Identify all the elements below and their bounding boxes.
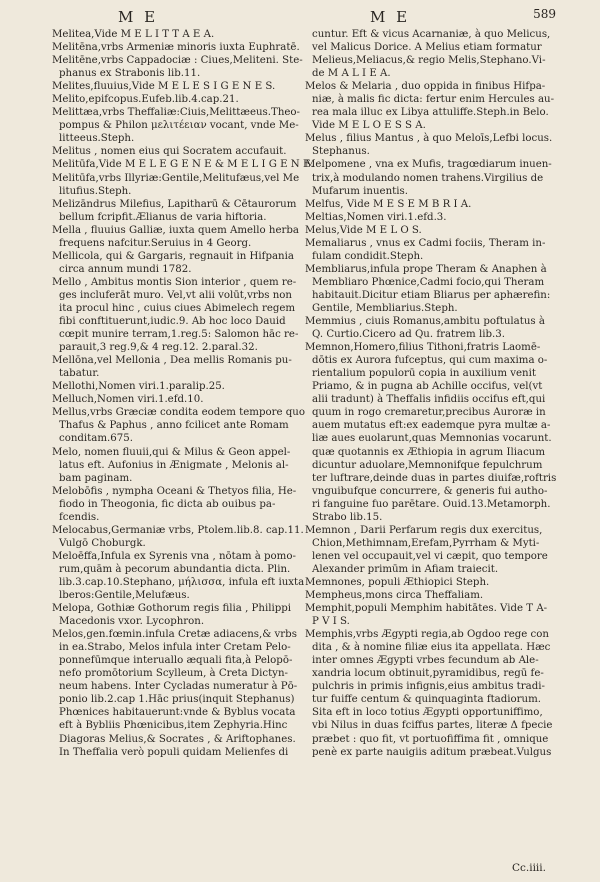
text-line: tabatur. — [59, 368, 100, 380]
page-header-right: M E — [370, 8, 411, 26]
text-line: fulam condidit.Steph. — [312, 250, 424, 262]
text-line: Vulgō Choburgk. — [59, 537, 146, 549]
text-line: Q. Curtio.Cicero ad Qu. fratrem lib.3. — [312, 329, 505, 341]
text-line: nefo promōtorium Scylleum, à Creta Dictyn- — [59, 668, 288, 680]
text-line: bam paginam. — [59, 472, 133, 484]
text-line: fcendis. — [59, 511, 100, 523]
text-line: habitauit.Dicitur etiam Bliarus per aphærefin: — [312, 289, 551, 301]
text-line: auem mutatus eft:ex eademque pyra multæ a- — [312, 420, 551, 432]
text-line: Melitūfa,vrbs Illyriæ:Gentile,Melitufæus,vel Me — [52, 172, 300, 184]
text-line: Melobōfis , nympha Oceani & Thetyos filia, He- — [52, 485, 297, 497]
text-line: Gentile, Membliarius.Steph. — [312, 302, 458, 314]
text-line: alii tradunt) à Theffalis infidiis occifus eft,qui — [312, 394, 546, 406]
text-line: Mella , fluuius Galliæ, iuxta quem Amello herba — [52, 224, 299, 236]
text-line: Membliarus,infula prope Theram & Anaphen à — [305, 263, 547, 275]
text-line: vnguibufque concurrere, & generis fui autho- — [312, 485, 548, 497]
text-line: rea mala illuc ex Libya attuliffe.Steph.in Belo. — [312, 107, 549, 119]
text-line: circa annum mundi 1782. — [59, 263, 192, 275]
text-line: neum habens. Inter Cycladas numeratur à Pō- — [59, 681, 298, 693]
text-line: Melus , filius Mantus , à quo Meloīs,Lefbi locus. — [305, 133, 553, 145]
text-line: Melpomene , vna ex Mufis, tragœdiarum inuen- — [305, 159, 552, 171]
text-line: Memnon , Darii Perfarum regis dux exercitus, — [305, 524, 543, 536]
text-line: Melieus,Meliacus,& regio Melis,Stephano.Vi- — [312, 55, 546, 67]
text-line: trix,à modulando nomen trahens.Virgilius de — [312, 172, 544, 184]
text-line: dita , & à nomine filiæ eius ita appellata. Hæc — [312, 642, 551, 654]
text-line: Melizāndrus Milefius, Lapitharū & Cētaurorum — [52, 198, 297, 210]
text-line: Melites,fluuius,Vide M E L E S I G E N E S. — [52, 81, 276, 93]
right-column — [305, 28, 577, 759]
text-line: præbet : quo fit, vt portuofiffima fit , omnique — [312, 733, 549, 745]
text-line: Mellus,vrbs Græciæ condita eodem tempore quo — [52, 407, 305, 419]
text-line: fiodo in Theogonia, fic dicta ab ouibus pa- — [59, 498, 276, 510]
text-line: Memnones, populi Æthiopici Steph. — [305, 576, 490, 588]
page-number: 589 — [533, 7, 556, 21]
text-line: Vide M E L O E S S A. — [312, 120, 426, 132]
left-column — [52, 28, 324, 759]
text-line: Melitēne,vrbs Cappadociæ : Ciues,Meliteni. Ste- — [52, 55, 303, 67]
text-line: Diagoras Melius,& Socrates , & Ariftophanes. — [59, 733, 296, 745]
text-line: ponnefūmque interuallo æquali fita,à Pelopō- — [59, 655, 293, 667]
text-line: pulchris in primis infignis,eius ambitus tradi- — [312, 681, 545, 693]
text-line: dicuntur aduolare,Memnonifque fepulchrum — [312, 459, 543, 471]
text-line: Melittæa,vrbs Theffaliæ:Ciuis,Melittæeus.Theo- — [52, 107, 300, 119]
text-line: liæ aues euolarunt,quas Memnonias vocarunt. — [312, 433, 552, 445]
text-line: Mufarum inuentis. — [312, 185, 408, 197]
text-line: lberos:Gentile,Melufæus. — [59, 590, 190, 602]
text-line: frequens nafcitur.Seruius in 4 Georg. — [59, 237, 252, 249]
text-line: Meloēffa,Infula ex Syrenis vna , nōtam à pomo- — [52, 550, 296, 562]
text-line: Melito,epifcopus.Eufeb.lib.4.cap.21. — [52, 94, 239, 106]
text-line: Memmius , ciuis Romanus,ambitu poftulatus à — [305, 316, 545, 328]
text-line: eft à Bybliis Phœnicibus,item Zephyria.Hinc — [59, 720, 288, 732]
text-line: Membliaro Phœnice,Cadmi focio,qui Theram — [312, 276, 545, 288]
text-line: rientalium populorū copia in auxilium venit — [312, 368, 536, 380]
text-line: Chion,Methimnam,Erefam,Pyrrham & Myti- — [312, 537, 540, 549]
text-line: ri fanguine fuo parētare. Ouid.13.Metamorph. — [312, 498, 551, 510]
text-line: vel Malicus Dorice. A Melius etiam formatur — [312, 42, 542, 54]
text-line: Alexander primūm in Afiam traiecit. — [312, 563, 499, 575]
text-line: litufius.Steph. — [59, 185, 132, 197]
text-line: Mello , Ambitus montis Sion interior , quem re- — [52, 276, 297, 288]
text-line: Mellothi,Nomen viri.1.paralip.25. — [52, 381, 225, 393]
text-line: ter luftrare,deinde duas in partes diuifæ,roftris — [312, 472, 557, 484]
text-line: ponio lib.2.cap 1.Hāc prius(inquit Stephanus) — [59, 694, 295, 706]
text-line: Melopa, Gothiæ Gothorum regis filia , Philippi — [52, 603, 292, 615]
text-line: pompus & Philon μελιτέειαν vocant, vnde Me- — [59, 120, 299, 132]
text-line: Mellicola, qui & Gargaris, regnauit in Hifpania — [52, 250, 294, 262]
text-line: Melitūfa,Vide M E L E G E N E & M E L I G E N E. — [52, 159, 314, 171]
text-line: Melo, nomen fluuii,qui & Milus & Geon appel- — [52, 446, 291, 458]
text-line: penè ex parte nauigiis aditum præbeat.Vulgus — [312, 746, 552, 758]
text-line: ges incluferāt muro. Vel,vt alii volūt,vrbs non — [59, 289, 292, 301]
text-line: cœpit munire terram,1.reg.5: Salomon hāc re- — [59, 329, 299, 341]
text-line: Melitus , nomen eius qui Socratem accufauit. — [52, 146, 287, 158]
text-line: Priamo, & in pugna ab Achille occifus, vel(vt — [312, 381, 543, 393]
text-line: bellum fcripfit.Ælianus de varia hiftoria. — [59, 211, 267, 223]
text-line: inter omnes Ægypti vrbes fecundum ab Ale- — [312, 655, 539, 667]
text-line: tur fuiffe centum & quinquaginta ftadiorum. — [312, 694, 541, 706]
text-line: Macedonis vxor. Lycophron. — [59, 616, 205, 628]
text-line: Melus,Vide M E L O S. — [305, 224, 422, 236]
text-line: quæ quotannis ex Æthiopia in agrum Iliacum — [312, 446, 545, 458]
text-line: dōtis ex Aurora fufceptus, qui cum maxima o- — [312, 355, 548, 367]
page-header-left: M E — [118, 8, 159, 26]
text-line: Melos,gen.fœmin.infula Cretæ adiacens,& vrbs — [52, 629, 297, 641]
text-line: cuntur. Eft & vicus Acarnaniæ, à quo Melicus, — [312, 29, 551, 40]
text-line: phanus ex Strabonis lib.11. — [59, 68, 201, 80]
text-line: Phœnices habitauerunt:vnde & Byblus vocata — [59, 707, 296, 719]
text-line: Mempheus,mons circa Theffaliam. — [305, 590, 484, 602]
text-line: In Theffalia verò populi quidam Melienfes di — [59, 746, 289, 758]
text-line: Meltias,Nomen viri.1.efd.3. — [305, 211, 447, 223]
text-line: conditam.675. — [59, 433, 133, 445]
text-line: P V I S. — [312, 616, 350, 628]
text-line: Melfus, Vide M E S E M B R I A. — [305, 198, 472, 210]
text-line: Memaliarus , vnus ex Cadmi fociis, Theram in- — [305, 237, 546, 249]
signature-mark: Cc.iiii. — [511, 862, 546, 874]
text-line: Melos & Melaria , duo oppida in finibus Hifpa- — [305, 81, 546, 93]
text-line: Melocabus,Germaniæ vrbs, Ptolem.lib.8. cap.11. — [52, 524, 304, 536]
text-line: ita procul hinc , cuius ciues Abimelech regem — [59, 302, 296, 314]
text-line: fibi conftituerunt,iudic.9. Ab hoc loco Dauid — [59, 316, 286, 328]
text-line: Mellōna,vel Mellonia , Dea mellis Romanis pu- — [52, 355, 292, 367]
text-line: Memphit,populi Memphim habitātes. Vide T A- — [305, 603, 548, 615]
text-line: quum in rogo cremaretur,precibus Auroræ in — [312, 407, 546, 419]
text-line: Stephanus. — [312, 146, 370, 158]
text-line: Melitea,Vide M E L I T T A E A. — [52, 29, 215, 40]
text-line: Strabo lib.15. — [312, 511, 383, 523]
text-line: Memnon,Homero,filius Tithoni,fratris Laomē- — [305, 342, 541, 354]
text-line: Thafus & Paphus , anno fcilicet ante Romam — [59, 420, 289, 432]
text-line: niæ, à malis fic dicta: fertur enim Hercules au- — [312, 94, 555, 106]
text-line: latus eft. Aufonius in Ænigmate , Melonis al- — [59, 459, 289, 471]
text-line: Sita eft in loco totius Ægypti opportuniffimo, — [312, 707, 543, 719]
text-line: Memphis,vrbs Ægypti regia,ab Ogdoo rege con — [305, 629, 549, 641]
text-line: lib.3.cap.10.Stephano, μήλισσα, infula eft iuxta — [59, 576, 305, 588]
text-line: de M A L I E A. — [312, 68, 391, 80]
text-line: lenen vel occupauit,vel vi cæpit, quo tempore — [312, 550, 548, 562]
text-line: vbi Nilus in duas fciffus partes, literæ Δ fpecie — [312, 720, 553, 732]
text-line: parauit,3 reg.9,& 4 reg.12. 2.paral.32. — [59, 342, 258, 354]
text-line: in ea.Strabo, Melos infula inter Cretam Pelo- — [59, 642, 291, 654]
text-line: rum,quām à pecorum abundantia dicta. Plin. — [59, 563, 291, 575]
text-line: Melitēna,vrbs Armeniæ minoris iuxta Euphratē. — [52, 42, 300, 54]
text-line: litteeus.Steph. — [59, 133, 135, 145]
text-line: xandria locum obtinuit,pyramidibus, regū fe- — [312, 668, 544, 680]
text-line: Melluch,Nomen viri.1.efd.10. — [52, 394, 204, 406]
